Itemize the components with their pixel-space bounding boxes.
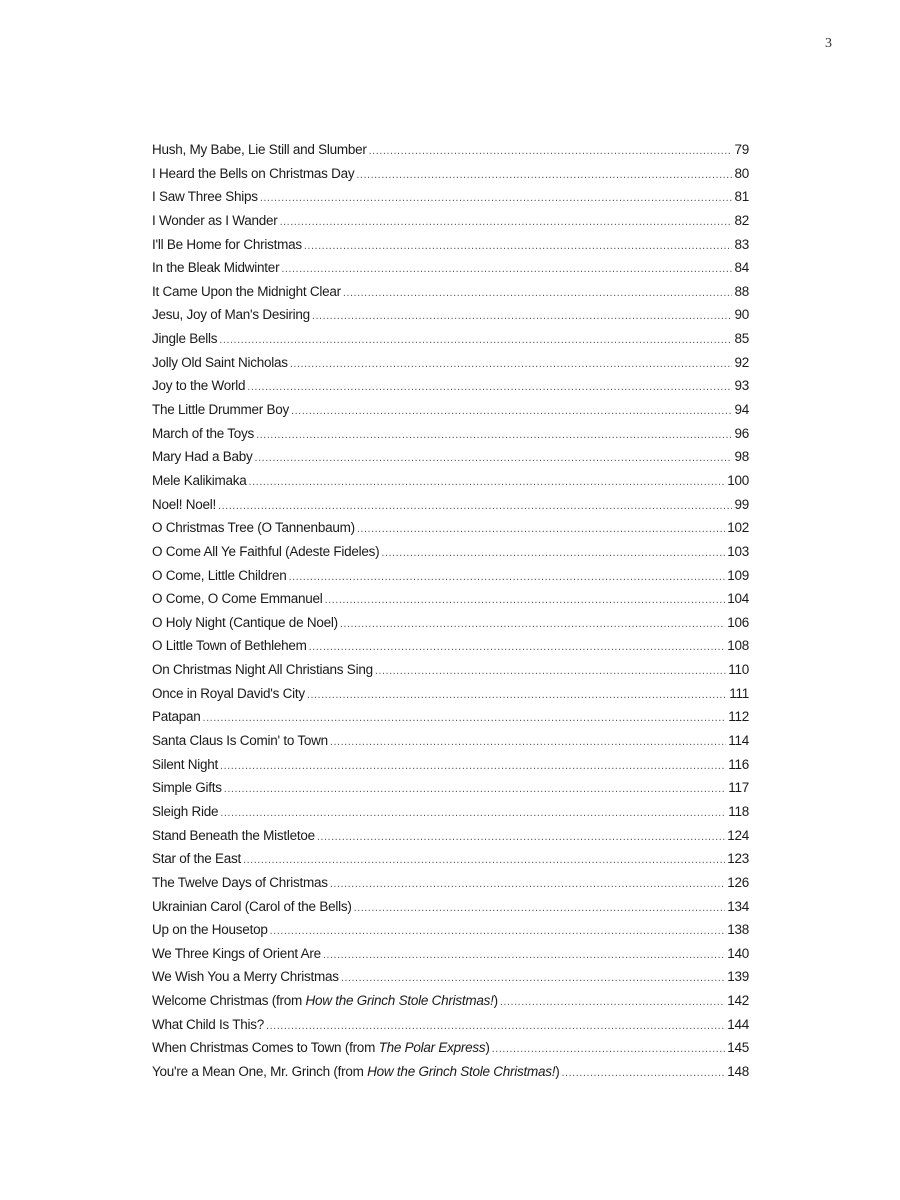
toc-entry-title: Up on the Housetop bbox=[152, 922, 268, 938]
toc-entry bbox=[152, 662, 749, 686]
toc-entry bbox=[152, 331, 749, 355]
toc-entry-title: The Little Drummer Boy bbox=[152, 402, 290, 418]
toc-entry-page-number: 118 bbox=[728, 803, 749, 819]
toc-entry bbox=[152, 615, 749, 639]
dot-leader bbox=[256, 429, 732, 441]
toc-entry bbox=[152, 686, 749, 710]
toc-entry-title: We Three Kings of Orient Are bbox=[152, 945, 321, 961]
toc-entry-title: Jesu, Joy of Man's Desiring bbox=[152, 307, 310, 323]
toc-entry-title: O Holy Night (Cantique de Noel) bbox=[152, 614, 338, 630]
toc-entry bbox=[152, 284, 749, 308]
dot-leader bbox=[323, 949, 725, 961]
toc-entry-title: Patapan bbox=[152, 709, 201, 725]
dot-leader bbox=[289, 571, 726, 583]
toc-entry-title: You're a Mean One, Mr. Grinch (from How the Grinch Stole Christmas!) bbox=[152, 1063, 560, 1079]
toc-entry bbox=[152, 497, 749, 521]
toc-entry bbox=[152, 520, 749, 544]
toc-entry bbox=[152, 851, 749, 875]
toc-entry-page-number: 139 bbox=[727, 969, 749, 985]
toc-entry-page-number: 85 bbox=[734, 331, 749, 347]
toc-entry-title: What Child Is This? bbox=[152, 1016, 265, 1032]
toc-entry-title: When Christmas Comes to Town (from The Polar Express) bbox=[152, 1040, 490, 1056]
toc-entry-page-number: 126 bbox=[727, 874, 749, 890]
dot-leader bbox=[343, 287, 733, 299]
toc-entry-page-number: 142 bbox=[727, 993, 749, 1009]
dot-leader bbox=[281, 263, 732, 275]
dot-leader bbox=[270, 925, 726, 937]
toc-entry-page-number: 93 bbox=[734, 378, 749, 394]
toc-entry-title: Jingle Bells bbox=[152, 331, 218, 347]
toc-entry bbox=[152, 142, 749, 166]
toc-entry-page-number: 134 bbox=[727, 898, 749, 914]
toc-entry bbox=[152, 237, 749, 261]
toc-entry bbox=[152, 969, 749, 993]
dot-leader bbox=[260, 192, 733, 204]
toc-entry-title: O Christmas Tree (O Tannenbaum) bbox=[152, 520, 355, 536]
dot-leader bbox=[220, 760, 726, 772]
dot-leader bbox=[356, 169, 732, 181]
toc-entry-page-number: 144 bbox=[727, 1016, 749, 1032]
toc-entry bbox=[152, 1017, 749, 1041]
toc-entry-title: Ukrainian Carol (Carol of the Bells) bbox=[152, 898, 352, 914]
toc-entry-page-number: 83 bbox=[734, 236, 749, 252]
toc-entry bbox=[152, 166, 749, 190]
toc-entry bbox=[152, 1064, 749, 1088]
toc-entry-title: Star of the East bbox=[152, 851, 242, 867]
toc-entry-page-number: 81 bbox=[734, 189, 749, 205]
dot-leader bbox=[219, 334, 732, 346]
toc-entry-page-number: 106 bbox=[727, 614, 749, 630]
toc-entry bbox=[152, 709, 749, 733]
dot-leader bbox=[307, 689, 727, 701]
toc-entry-title: March of the Toys bbox=[152, 425, 255, 441]
toc-entry bbox=[152, 402, 749, 426]
toc-entry-page-number: 99 bbox=[734, 496, 749, 512]
toc-entry bbox=[152, 922, 749, 946]
toc-entry bbox=[152, 946, 749, 970]
toc-entry-page-number: 108 bbox=[727, 638, 749, 654]
dot-leader bbox=[309, 641, 726, 653]
toc-entry-page-number: 116 bbox=[728, 756, 749, 772]
dot-leader bbox=[375, 665, 726, 677]
toc-entry-page-number: 100 bbox=[727, 472, 749, 488]
toc-entry-page-number: 140 bbox=[727, 945, 749, 961]
toc-entry-title: Santa Claus Is Comin' to Town bbox=[152, 733, 328, 749]
dot-leader bbox=[304, 240, 733, 252]
toc-entry-title: Jolly Old Saint Nicholas bbox=[152, 354, 288, 370]
dot-leader bbox=[340, 618, 725, 630]
dot-leader bbox=[218, 500, 732, 512]
dot-leader bbox=[354, 902, 726, 914]
toc-entry-page-number: 109 bbox=[727, 567, 749, 583]
toc-entry-title: We Wish You a Merry Christmas bbox=[152, 969, 339, 985]
dot-leader bbox=[357, 523, 725, 535]
dot-leader bbox=[255, 452, 733, 464]
toc-entry bbox=[152, 757, 749, 781]
toc-entry-title: O Come All Ye Faithful (Adeste Fideles) bbox=[152, 543, 380, 559]
toc-entry-title: Joy to the World bbox=[152, 378, 246, 394]
toc-entry-title: The Twelve Days of Christmas bbox=[152, 874, 328, 890]
toc-entry-page-number: 104 bbox=[727, 591, 749, 607]
toc-entry-page-number: 124 bbox=[727, 827, 749, 843]
toc-entry bbox=[152, 260, 749, 284]
dot-leader bbox=[317, 831, 725, 843]
dot-leader bbox=[500, 996, 725, 1008]
toc-entry-title: Welcome Christmas (from How the Grinch Stole Christmas!) bbox=[152, 993, 498, 1009]
table-of-contents bbox=[152, 142, 749, 1088]
toc-entry-page-number: 96 bbox=[734, 425, 749, 441]
toc-entry-title: Once in Royal David's City bbox=[152, 685, 305, 701]
toc-entry-title: I Saw Three Ships bbox=[152, 189, 258, 205]
toc-entry-page-number: 94 bbox=[734, 402, 749, 418]
toc-entry-title: O Little Town of Bethlehem bbox=[152, 638, 307, 654]
toc-entry bbox=[152, 1040, 749, 1064]
dot-leader bbox=[280, 216, 733, 228]
toc-entry-page-number: 90 bbox=[734, 307, 749, 323]
dot-leader bbox=[243, 854, 725, 866]
toc-entry-page-number: 98 bbox=[734, 449, 749, 465]
dot-leader bbox=[562, 1067, 726, 1079]
toc-entry-page-number: 117 bbox=[728, 780, 749, 796]
toc-entry-title: O Come, Little Children bbox=[152, 567, 287, 583]
dot-leader bbox=[325, 594, 726, 606]
toc-entry-title: Mele Kalikimaka bbox=[152, 472, 247, 488]
page-number: 3 bbox=[825, 36, 832, 51]
dot-leader bbox=[290, 358, 733, 370]
toc-entry-page-number: 79 bbox=[734, 142, 749, 157]
toc-entry bbox=[152, 189, 749, 213]
toc-entry-page-number: 110 bbox=[728, 662, 749, 678]
toc-entry-title: I Heard the Bells on Christmas Day bbox=[152, 165, 355, 181]
toc-entry bbox=[152, 591, 749, 615]
dot-leader bbox=[291, 405, 732, 417]
toc-entry-title: On Christmas Night All Christians Sing bbox=[152, 662, 373, 678]
toc-entry-page-number: 92 bbox=[734, 354, 749, 370]
toc-entry bbox=[152, 899, 749, 923]
toc-entry-title: It Came Upon the Midnight Clear bbox=[152, 283, 341, 299]
toc-entry-title: O Come, O Come Emmanuel bbox=[152, 591, 323, 607]
dot-leader bbox=[381, 547, 725, 559]
toc-entry-title: I'll Be Home for Christmas bbox=[152, 236, 302, 252]
dot-leader bbox=[330, 736, 726, 748]
toc-entry-page-number: 80 bbox=[734, 165, 749, 181]
dot-leader bbox=[203, 712, 727, 724]
toc-entry bbox=[152, 307, 749, 331]
dot-leader bbox=[369, 145, 733, 157]
toc-entry-page-number: 102 bbox=[727, 520, 749, 536]
toc-entry-page-number: 82 bbox=[734, 212, 749, 228]
dot-leader bbox=[220, 807, 726, 819]
toc-entry-page-number: 112 bbox=[728, 709, 749, 725]
toc-entry-title: Stand Beneath the Mistletoe bbox=[152, 827, 315, 843]
toc-entry-title: Hush, My Babe, Lie Still and Slumber bbox=[152, 142, 367, 157]
dot-leader bbox=[249, 476, 726, 488]
toc-entry bbox=[152, 638, 749, 662]
toc-entry-page-number: 84 bbox=[734, 260, 749, 276]
toc-entry-title: I Wonder as I Wander bbox=[152, 212, 278, 228]
dot-leader bbox=[224, 783, 726, 795]
toc-entry bbox=[152, 473, 749, 497]
toc-entry bbox=[152, 378, 749, 402]
toc-entry bbox=[152, 449, 749, 473]
dot-leader bbox=[266, 1020, 725, 1032]
toc-entry bbox=[152, 780, 749, 804]
toc-entry bbox=[152, 733, 749, 757]
toc-entry-page-number: 148 bbox=[727, 1063, 749, 1079]
toc-entry-page-number: 114 bbox=[728, 733, 749, 749]
toc-entry-page-number: 145 bbox=[727, 1040, 749, 1056]
toc-entry-page-number: 103 bbox=[727, 543, 749, 559]
dot-leader bbox=[341, 972, 725, 984]
toc-entry bbox=[152, 355, 749, 379]
toc-entry bbox=[152, 213, 749, 237]
toc-entry-title: Silent Night bbox=[152, 756, 219, 772]
dot-leader bbox=[492, 1043, 726, 1055]
toc-entry-title: Noel! Noel! bbox=[152, 496, 217, 512]
dot-leader bbox=[247, 381, 732, 393]
toc-entry-title: Simple Gifts bbox=[152, 780, 222, 796]
dot-leader bbox=[312, 310, 733, 322]
toc-entry-title: Sleigh Ride bbox=[152, 803, 219, 819]
dot-leader bbox=[330, 878, 725, 890]
toc-entry-page-number: 123 bbox=[727, 851, 749, 867]
toc-entry-page-number: 111 bbox=[729, 685, 749, 701]
toc-entry-title: In the Bleak Midwinter bbox=[152, 260, 280, 276]
toc-entry bbox=[152, 993, 749, 1017]
toc-entry bbox=[152, 426, 749, 450]
toc-entry bbox=[152, 544, 749, 568]
toc-entry-title: Mary Had a Baby bbox=[152, 449, 253, 465]
toc-entry bbox=[152, 875, 749, 899]
toc-entry bbox=[152, 568, 749, 592]
toc-entry bbox=[152, 804, 749, 828]
toc-entry-page-number: 138 bbox=[727, 922, 749, 938]
toc-entry-page-number: 88 bbox=[734, 283, 749, 299]
toc-entry bbox=[152, 828, 749, 852]
